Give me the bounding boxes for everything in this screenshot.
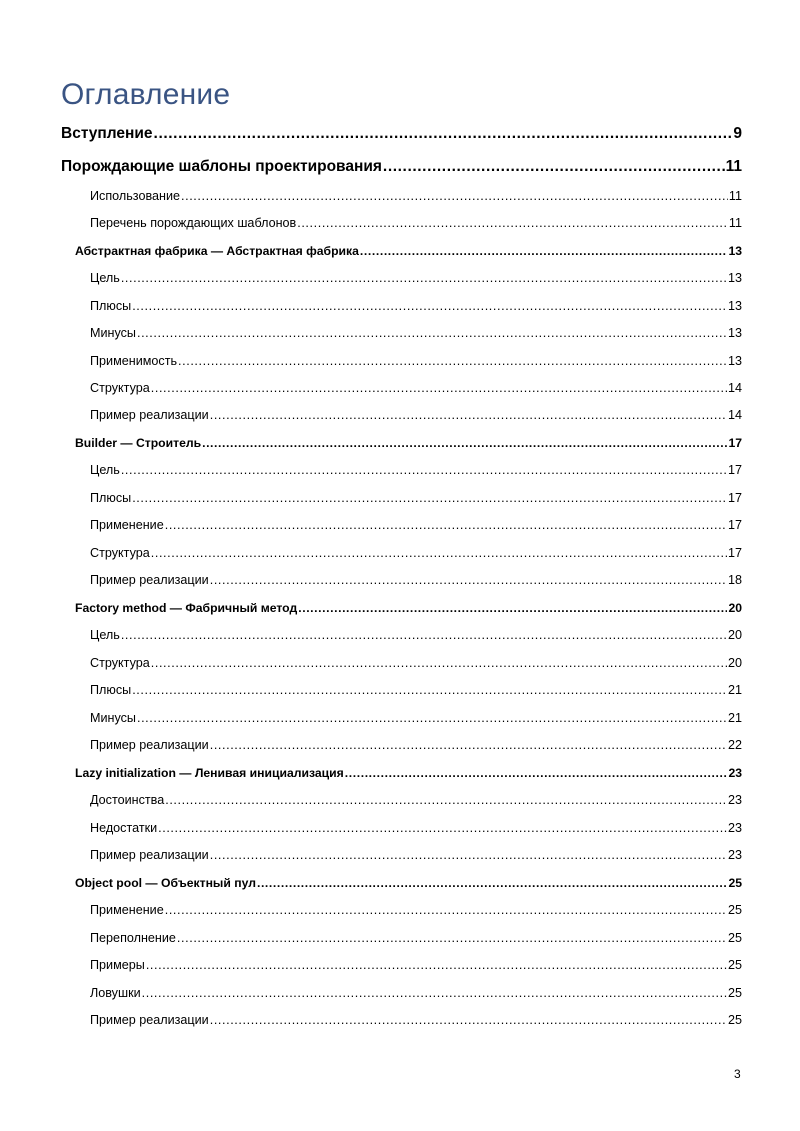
dot-leader	[151, 381, 727, 395]
toc-entry-label: Применение	[90, 903, 164, 917]
toc-entry-page: 17	[727, 491, 742, 505]
toc-entry[interactable]	[90, 326, 742, 340]
dot-leader	[210, 848, 727, 862]
toc-entry-page: 25	[727, 958, 742, 972]
toc-entry-page: 11	[728, 216, 742, 230]
toc-entry[interactable]	[75, 436, 742, 450]
dot-leader	[178, 354, 727, 368]
toc-entry-page: 20	[727, 656, 742, 670]
toc-entry-label: Пример реализации	[90, 738, 209, 752]
toc-entry[interactable]	[90, 711, 742, 725]
dot-leader	[165, 903, 727, 917]
toc-entry-page: 9	[733, 125, 742, 142]
toc-entry[interactable]	[90, 986, 742, 1000]
dot-leader	[165, 518, 727, 532]
toc-entry[interactable]	[90, 931, 742, 945]
toc-entry[interactable]	[61, 158, 742, 176]
toc-entry[interactable]	[90, 1013, 742, 1027]
toc-entry-page: 25	[728, 876, 742, 890]
page-number: 3	[734, 1067, 741, 1081]
toc-entry-label: Структура	[90, 546, 150, 560]
dot-leader	[297, 216, 728, 230]
toc-entry[interactable]	[90, 299, 742, 313]
toc-entry[interactable]	[75, 876, 742, 890]
toc-entry-page: 11	[728, 189, 742, 203]
dot-leader	[151, 656, 727, 670]
toc-entry[interactable]	[90, 903, 742, 917]
dot-leader	[383, 158, 725, 176]
toc-entry[interactable]	[90, 463, 742, 477]
toc-entry-label: Порождающие шаблоны проектирования	[61, 158, 382, 175]
toc-entry-page: 23	[727, 793, 742, 807]
toc-entry[interactable]	[90, 656, 742, 670]
dot-leader	[165, 793, 727, 807]
dot-leader	[177, 931, 727, 945]
dot-leader	[345, 766, 728, 780]
dot-leader	[257, 876, 727, 890]
toc-entry[interactable]	[75, 601, 742, 615]
toc-entry-page: 25	[727, 903, 742, 917]
toc-entry-page: 14	[727, 408, 742, 422]
toc-entry-label: Недостатки	[90, 821, 158, 835]
toc-entry-page: 13	[728, 244, 742, 258]
toc-entry-label: Пример реализации	[90, 848, 209, 862]
toc-entry-page: 23	[727, 848, 742, 862]
toc-entry-label: Применение	[90, 518, 164, 532]
toc-entry[interactable]	[90, 189, 742, 203]
toc-entry-page: 14	[727, 381, 742, 395]
dot-leader	[121, 628, 727, 642]
toc-entry-label: Структура	[90, 656, 150, 670]
toc-entry[interactable]	[90, 683, 742, 697]
dot-leader	[210, 1013, 727, 1027]
toc-entry-label: Абстрактная фабрика — Абстрактная фабрика	[75, 244, 359, 258]
toc-entry[interactable]	[61, 125, 742, 143]
toc-entry-label: Пример реализации	[90, 573, 209, 587]
dot-leader	[210, 408, 727, 422]
dot-leader	[181, 189, 728, 203]
toc-entry[interactable]	[90, 408, 742, 422]
page-title: Оглавление	[61, 78, 231, 111]
toc-entry-page: 13	[727, 271, 742, 285]
toc-entry-page: 18	[727, 573, 742, 587]
toc-entry-label: Плюсы	[90, 299, 132, 313]
toc-entry[interactable]	[90, 518, 742, 532]
dot-leader	[210, 573, 727, 587]
toc-entry-label: Builder — Строитель	[75, 436, 202, 450]
toc-entry-label: Плюсы	[90, 683, 132, 697]
toc-entry[interactable]	[90, 491, 742, 505]
dot-leader	[137, 711, 727, 725]
toc-entry-label: Минусы	[90, 711, 136, 725]
toc-entry[interactable]	[90, 958, 742, 972]
toc-entry-page: 13	[727, 354, 742, 368]
dot-leader	[202, 436, 727, 450]
toc-entry-page: 17	[727, 546, 742, 560]
toc-entry[interactable]	[90, 793, 742, 807]
toc-entry[interactable]	[75, 244, 742, 258]
toc-entry-page: 11	[725, 158, 742, 175]
toc-entry-label: Примеры	[90, 958, 145, 972]
dot-leader	[298, 601, 727, 615]
toc-entry[interactable]	[90, 628, 742, 642]
toc-entry-page: 25	[727, 986, 742, 1000]
toc-entry-page: 25	[727, 1013, 742, 1027]
toc-entry-page: 23	[727, 821, 742, 835]
toc-entry[interactable]	[90, 354, 742, 368]
toc-entry-label: Минусы	[90, 326, 136, 340]
toc-entry-page: 13	[727, 326, 742, 340]
toc-entry-page: 17	[727, 518, 742, 532]
toc-entry-label: Достоинства	[90, 793, 165, 807]
toc-entry-page: 23	[728, 766, 742, 780]
dot-leader	[132, 299, 727, 313]
toc-entry-label: Переполнение	[90, 931, 176, 945]
dot-leader	[360, 244, 728, 258]
toc-entry[interactable]	[90, 216, 742, 230]
dot-leader	[137, 326, 727, 340]
dot-leader	[151, 546, 727, 560]
toc-entry-label: Перечень порождающих шаблонов	[90, 216, 297, 230]
dot-leader	[121, 271, 727, 285]
dot-leader	[158, 821, 727, 835]
toc-entry-label: Использование	[90, 189, 180, 203]
dot-leader	[121, 463, 727, 477]
dot-leader	[210, 738, 727, 752]
toc-entry-label: Цель	[90, 271, 120, 285]
toc-entry[interactable]	[75, 766, 742, 780]
toc-entry-label: Lazy initialization — Ленивая инициализация	[75, 766, 344, 780]
toc-entry-label: Структура	[90, 381, 150, 395]
toc-entry-label: Object pool — Объектный пул	[75, 876, 256, 890]
toc-entry-page: 25	[727, 931, 742, 945]
toc-entry-page: 20	[727, 628, 742, 642]
toc-entry-label: Применимость	[90, 354, 178, 368]
toc-entry-page: 17	[728, 436, 742, 450]
toc-entry[interactable]	[90, 546, 742, 560]
toc-entry-page: 13	[727, 299, 742, 313]
toc-entry-label: Плюсы	[90, 491, 132, 505]
dot-leader	[146, 958, 727, 972]
toc-entry-page: 22	[727, 738, 742, 752]
toc-entry-page: 20	[728, 601, 742, 615]
toc-entry-label: Пример реализации	[90, 408, 209, 422]
toc-entry-label: Пример реализации	[90, 1013, 209, 1027]
dot-leader	[132, 491, 727, 505]
toc-entry-page: 21	[727, 711, 742, 725]
toc-entry[interactable]	[90, 271, 742, 285]
toc-entry[interactable]	[90, 573, 742, 587]
toc-entry-label: Цель	[90, 628, 120, 642]
toc-entry[interactable]	[90, 381, 742, 395]
toc-entry-label: Вступление	[61, 125, 153, 142]
dot-leader	[154, 125, 733, 143]
toc-entry-page: 21	[727, 683, 742, 697]
dot-leader	[132, 683, 727, 697]
toc-entry[interactable]	[90, 848, 742, 862]
toc-entry[interactable]	[90, 738, 742, 752]
toc-entry-page: 17	[727, 463, 742, 477]
toc-entry-label: Factory method — Фабричный метод	[75, 601, 298, 615]
toc-entry-label: Ловушки	[90, 986, 141, 1000]
dot-leader	[142, 986, 727, 1000]
toc-entry[interactable]	[90, 821, 742, 835]
toc-entry-label: Цель	[90, 463, 120, 477]
